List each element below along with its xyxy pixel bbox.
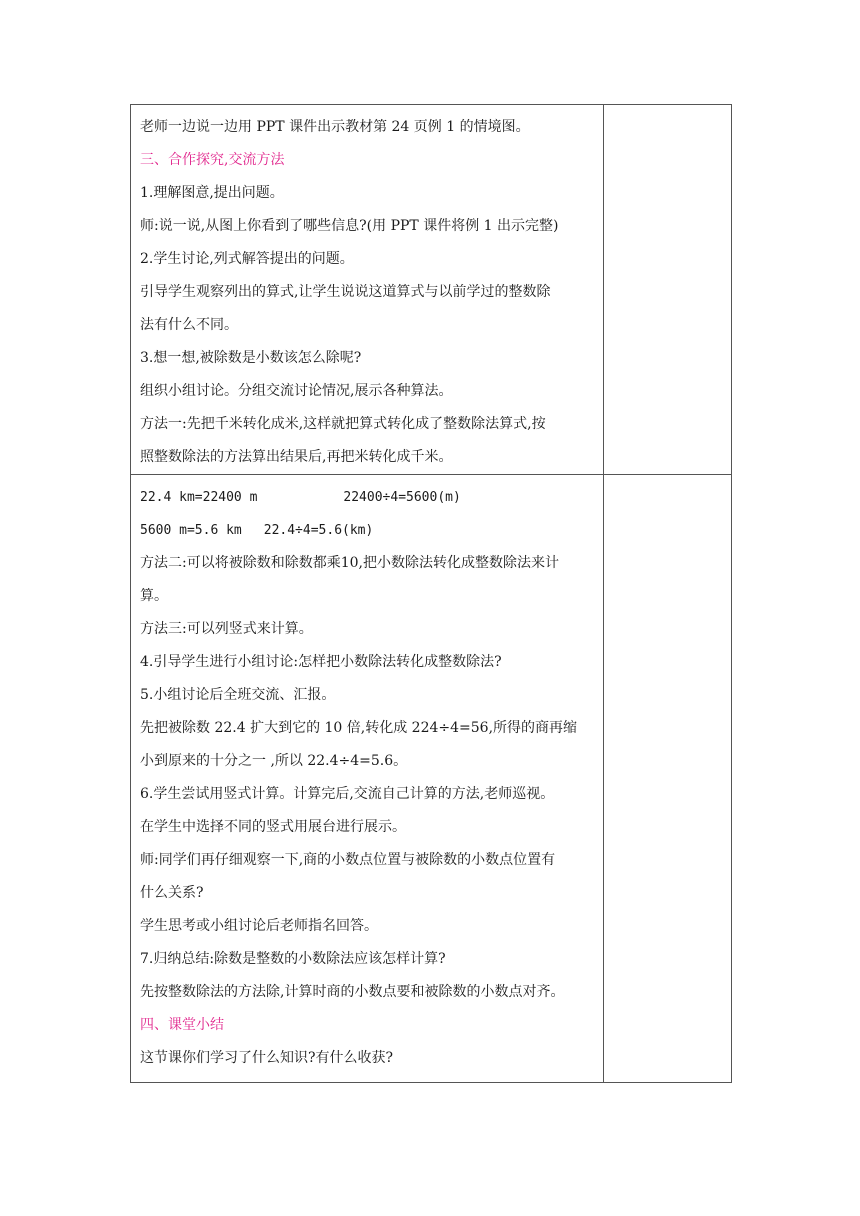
text-line: 什么关系? — [140, 885, 204, 901]
text-line: 引导学生观察列出的算式,让学生说说这道算式与以前学过的整数除 — [140, 284, 551, 300]
formula-left: 22.4 km=22400 m — [140, 490, 258, 505]
section-2-content — [131, 475, 603, 1075]
formula-right: 22.4÷4=5.6(km) — [263, 523, 374, 538]
text-line: 这节课你们学习了什么知识?有什么收获? — [140, 1050, 394, 1066]
text-line: 4.引导学生进行小组讨论:怎样把小数除法转化成整数除法? — [140, 654, 502, 670]
lesson-plan-table — [130, 104, 732, 1083]
text-line: 照整数除法的方法算出结果后,再把米转化成千米。 — [140, 449, 453, 465]
formula-right: 22400÷4=5600(m) — [343, 490, 461, 505]
text-line: 方法二:可以将被除数和除数都乘10,把小数除法转化成整数除法来计 — [140, 555, 559, 571]
text-line: 在学生中选择不同的竖式用展台进行展示。 — [140, 819, 406, 835]
formula-line — [140, 514, 597, 547]
text-line: 组织小组讨论。分组交流讨论情况,展示各种算法。 — [140, 383, 453, 399]
text-line: 7.归纳总结:除数是整数的小数除法应该怎样计算? — [140, 951, 446, 967]
section-1-content — [131, 105, 603, 474]
text-line: 3.想一想,被除数是小数该怎么除呢? — [140, 350, 362, 366]
table-row — [131, 105, 732, 475]
text-line: 师:同学们再仔细观察一下,商的小数点位置与被除数的小数点位置有 — [140, 852, 556, 868]
formula-line — [140, 481, 597, 514]
table-row — [131, 475, 732, 1083]
content-cell — [131, 475, 604, 1083]
text-line: 方法一:先把千米转化成米,这样就把算式转化成了整数除法算式,按 — [140, 416, 546, 432]
formula-left: 5600 m=5.6 km — [140, 523, 242, 538]
text-line: 2.学生讨论,列式解答提出的问题。 — [140, 251, 354, 267]
text-line: 方法三:可以列竖式来计算。 — [140, 621, 313, 637]
content-cell — [131, 105, 604, 475]
text-line: 学生思考或小组讨论后老师指名回答。 — [140, 918, 378, 934]
text-line: 先按整数除法的方法除,计算时商的小数点要和被除数的小数点对齐。 — [140, 984, 565, 1000]
notes-cell — [604, 475, 732, 1083]
text-line: 小到原来的十分之一 ,所以 22.4÷4=5.6。 — [140, 753, 408, 769]
notes-cell — [604, 105, 732, 475]
text-line: 师:说一说,从图上你看到了哪些信息?(用 PPT 课件将例 1 出示完整) — [140, 218, 559, 234]
text-line: 法有什么不同。 — [140, 317, 238, 333]
text-line: 6.学生尝试用竖式计算。计算完后,交流自己计算的方法,老师巡视。 — [140, 786, 555, 802]
text-line: 5.小组讨论后全班交流、汇报。 — [140, 687, 336, 703]
text-line: 算。 — [140, 588, 168, 604]
section-heading: 三、合作探究,交流方法 — [140, 152, 285, 168]
text-line: 老师一边说一边用 PPT 课件出示教材第 24 页例 1 的情境图。 — [140, 119, 530, 135]
text-line: 先把被除数 22.4 扩大到它的 10 倍,转化成 224÷4=56,所得的商再缩 — [140, 720, 578, 736]
section-heading: 四、课堂小结 — [140, 1017, 224, 1033]
text-line: 1.理解图意,提出问题。 — [140, 185, 284, 201]
